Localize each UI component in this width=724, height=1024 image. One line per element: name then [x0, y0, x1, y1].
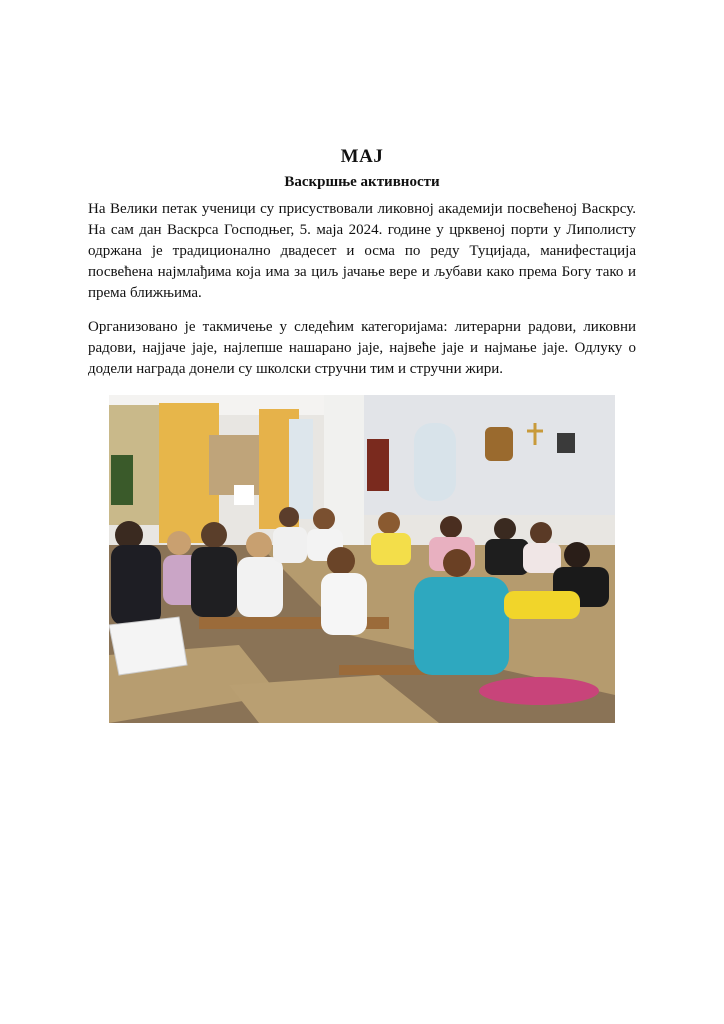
section-subtitle: Васкршње активности — [284, 174, 440, 190]
page-title: МАЈ — [340, 146, 384, 167]
event-photo — [109, 395, 615, 723]
event-photo-illustration — [109, 395, 615, 723]
paragraph-1: На Велики петак ученици су присуствовали ликовној академији посвећеној Васкрсу. На сам дан Васкрса Господњег, 5. маја 2024. године у црквеној порти у Липолисту одржана је традиционално двадесет и осма по реду Туцијада, манифестација посвећена најмлађима која има за циљ јачање вере и љубави како према Богу тако и према ближњима. — [88, 201, 636, 301]
paragraph-2: Организовано је такмичење у следећим категоријама: литерарни радови, ликовни радови, најјаче јаје, најлепше нашарано јаје, највеће јаје и најмање јаје. Одлуку о додели награда донели су школски стручни тим и стручни жири. — [88, 319, 636, 377]
